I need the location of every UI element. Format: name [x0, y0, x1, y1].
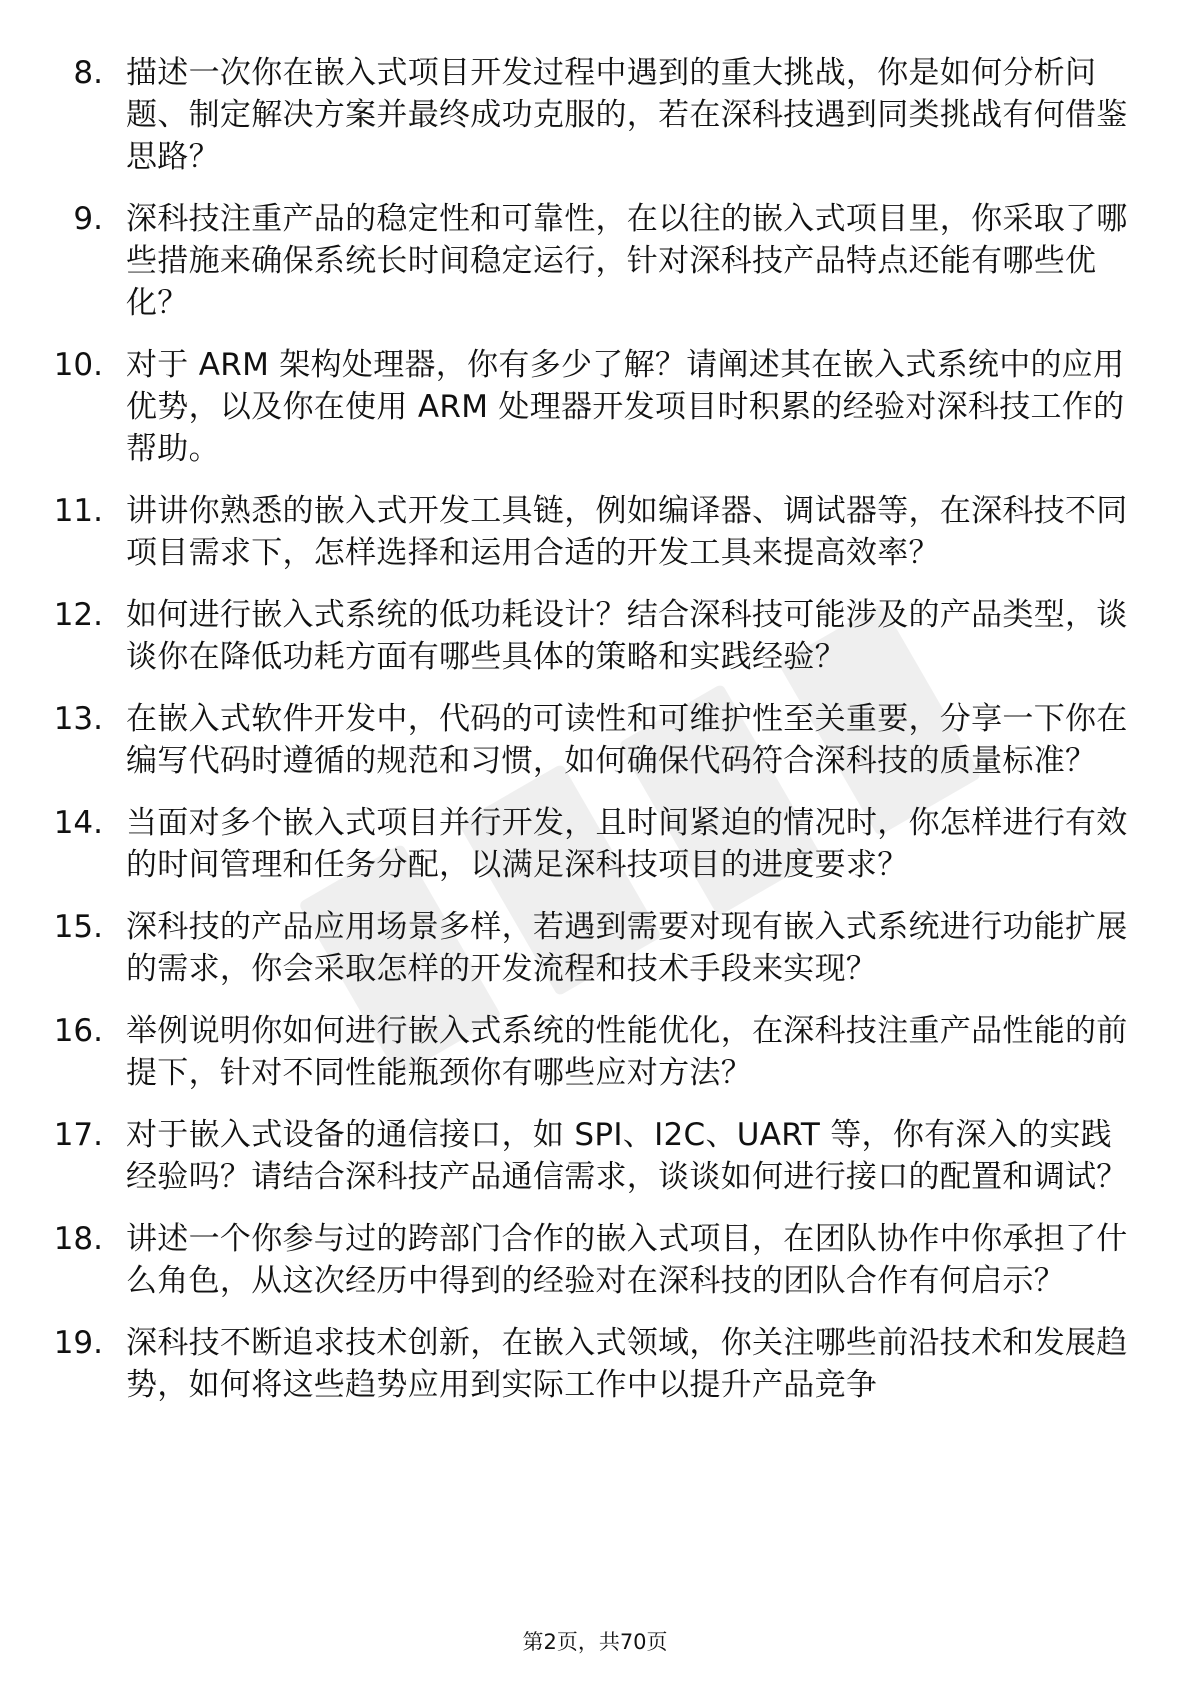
question-item [0, 594, 1190, 678]
question-number: 12. [53, 597, 103, 633]
question-text: 对于嵌入式设备的通信接口，如 SPI、I2C、UART 等，你有深入的实践经验吗？请结合深科技产品通信需求，谈谈如何进行接口的配置和调试？ [126, 1117, 1128, 1195]
question-item [0, 52, 1190, 178]
question-text: 深科技注重产品的稳定性和可靠性，在以往的嵌入式项目里，你采取了哪些措施来确保系统长时间稳定运行，针对深科技产品特点还能有哪些优化？ [126, 201, 1128, 321]
question-text: 描述一次你在嵌入式项目开发过程中遇到的重大挑战，你是如何分析问题、制定解决方案并最终成功克服的，若在深科技遇到同类挑战有何借鉴思路？ [126, 55, 1128, 175]
question-item [0, 1010, 1190, 1094]
question-text: 举例说明你如何进行嵌入式系统的性能优化，在深科技注重产品性能的前提下，针对不同性能瓶颈你有哪些应对方法？ [126, 1013, 1128, 1091]
question-item [0, 802, 1190, 886]
question-number: 16. [53, 1013, 103, 1049]
question-text: 讲讲你熟悉的嵌入式开发工具链，例如编译器、调试器等，在深科技不同项目需求下，怎样选择和运用合适的开发工具来提高效率？ [126, 493, 1128, 571]
question-number: 8. [73, 55, 103, 91]
question-item [0, 698, 1190, 782]
question-item [0, 1114, 1190, 1198]
question-item [0, 1218, 1190, 1302]
question-number: 18. [53, 1221, 103, 1257]
question-item [0, 490, 1190, 574]
question-text: 对于 ARM 架构处理器，你有多少了解？请阐述其在嵌入式系统中的应用优势，以及你在使用 ARM 处理器开发项目时积累的经验对深科技工作的帮助。 [126, 347, 1125, 467]
question-item [0, 1322, 1190, 1406]
question-text: 如何进行嵌入式系统的低功耗设计？结合深科技可能涉及的产品类型，谈谈你在降低功耗方面有哪些具体的策略和实践经验？ [126, 597, 1128, 675]
question-item [0, 906, 1190, 990]
page-footer: 第2页，共70页 [522, 1630, 668, 1654]
question-number: 11. [53, 493, 103, 529]
question-text: 讲述一个你参与过的跨部门合作的嵌入式项目，在团队协作中你承担了什么角色，从这次经历中得到的经验对在深科技的团队合作有何启示？ [126, 1221, 1128, 1299]
question-number: 13. [53, 701, 103, 737]
question-number: 9. [73, 201, 103, 237]
question-number: 17. [53, 1117, 103, 1153]
question-text: 在嵌入式软件开发中，代码的可读性和可维护性至关重要，分享一下你在编写代码时遵循的规范和习惯，如何确保代码符合深科技的质量标准？ [126, 701, 1128, 779]
question-text: 深科技不断追求技术创新，在嵌入式领域，你关注哪些前沿技术和发展趋势，如何将这些趋势应用到实际工作中以提升产品竞争 [126, 1325, 1128, 1403]
question-number: 19. [53, 1325, 103, 1361]
question-list [0, 52, 1190, 1426]
question-text: 当面对多个嵌入式项目并行开发，且时间紧迫的情况时，你怎样进行有效的时间管理和任务分配，以满足深科技项目的进度要求？ [126, 805, 1128, 883]
question-item [0, 344, 1190, 470]
question-number: 15. [53, 909, 103, 945]
question-item [0, 198, 1190, 324]
question-number: 10. [53, 347, 103, 383]
question-text: 深科技的产品应用场景多样，若遇到需要对现有嵌入式系统进行功能扩展的需求，你会采取怎样的开发流程和技术手段来实现？ [126, 909, 1128, 987]
question-number: 14. [53, 805, 103, 841]
